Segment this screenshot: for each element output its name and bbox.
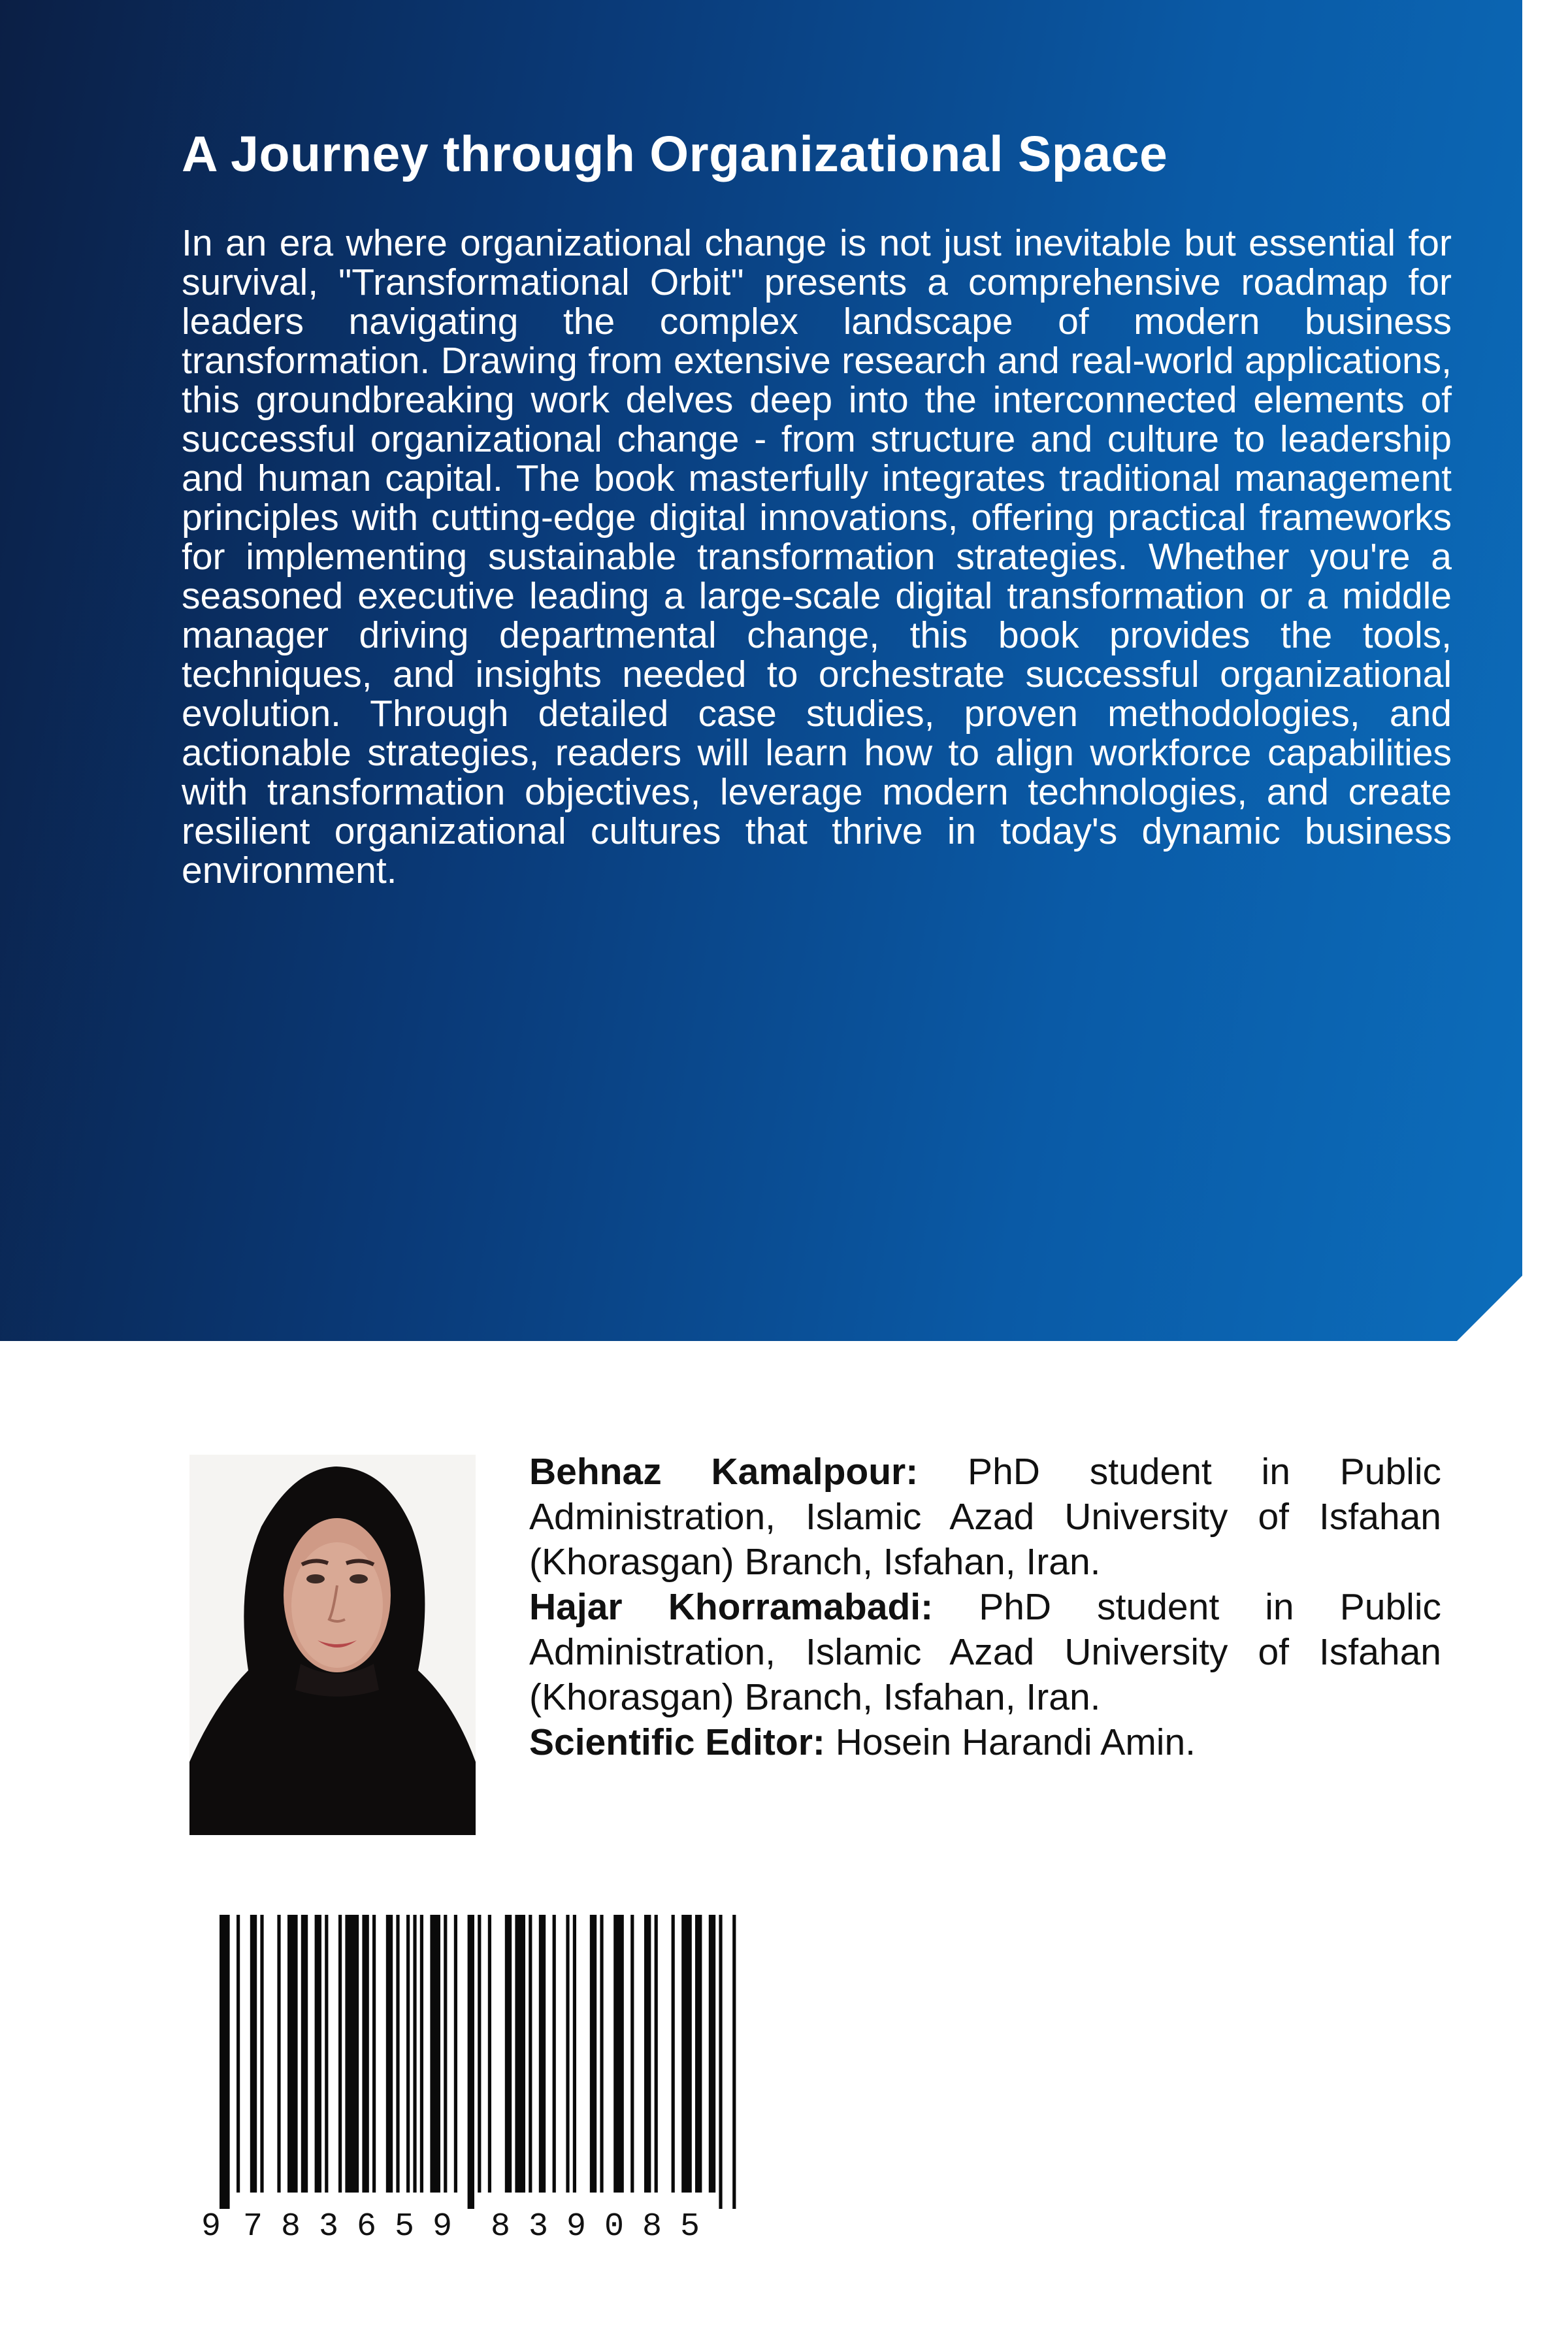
barcode-bar xyxy=(250,1915,257,2193)
barcode-bar xyxy=(719,1915,722,2209)
barcode-bar xyxy=(488,1915,491,2193)
barcode-graphic xyxy=(193,1915,749,2242)
barcode-bar xyxy=(505,1915,512,2193)
editor-credit xyxy=(529,1720,1441,1765)
barcode-bar xyxy=(590,1915,596,2193)
barcode-bar xyxy=(454,1915,457,2193)
isbn-digits-right: 839085 xyxy=(491,2208,719,2242)
barcode-bar xyxy=(325,1915,328,2193)
barcode-bars xyxy=(220,1915,736,2209)
author-portrait-image xyxy=(189,1455,476,1835)
barcode-bar xyxy=(386,1915,393,2193)
barcode-bar xyxy=(709,1915,715,2193)
barcode-bar xyxy=(338,1915,342,2193)
barcode-bar xyxy=(529,1915,532,2193)
isbn-digit-lead: 9 xyxy=(201,2208,221,2242)
barcode-bar xyxy=(672,1915,675,2193)
barcode-bar xyxy=(315,1915,321,2193)
editor-name: Hosein Harandi Amin. xyxy=(825,1721,1196,1763)
author-bio-1 xyxy=(529,1449,1441,1585)
barcode-bar xyxy=(406,1915,410,2193)
barcode-bar xyxy=(573,1915,576,2193)
barcode-bar xyxy=(301,1915,308,2193)
author-name-1: Behnaz Kamalpour: xyxy=(529,1451,919,1493)
barcode-bar xyxy=(396,1915,399,2193)
author-name-2: Hajar Khorramabadi: xyxy=(529,1586,934,1628)
barcode-bar xyxy=(372,1915,376,2193)
barcode-bar xyxy=(553,1915,556,2193)
barcode-bar xyxy=(515,1915,525,2193)
barcode-bar xyxy=(220,1915,230,2209)
barcode-bar xyxy=(444,1915,447,2193)
barcode-bar xyxy=(260,1915,263,2193)
barcode-bar xyxy=(277,1915,280,2193)
isbn-barcode xyxy=(193,1915,749,2242)
barcode-bar xyxy=(732,1915,736,2209)
barcode-bar xyxy=(695,1915,702,2193)
barcode-bar xyxy=(644,1915,651,2193)
book-description: In an era where organizational change is not just inevitable but essential for survival, "Transformational Orbit" presents a comprehensive roadmap for leaders navigating the complex landscape of modern business transformation. Drawing from extensive research and real-world applications, this groundbreaking work delves deep into the interconnected elements of successful organizational change - from structure and culture to leadership and human capital. The book masterfully integrates traditional management principles with cutting-edge digital innovations, offering practical frameworks for implementing sustainable transformation strategies. Whether you're a seasoned executive leading a large-scale digital transformation or a middle manager driving departmental change, this book provides the tools, techniques, and insights needed to orchestrate successful organizational evolution. Through detailed case studies, proven methodologies, and actionable strategies, readers will learn how to align workforce capabilities with transformation objectives, leverage modern technologies, and create resilient organizational cultures that thrive in today's dynamic business environment. xyxy=(182,222,1452,891)
isbn-digits-left: 783659 xyxy=(243,2208,471,2242)
barcode-bar xyxy=(413,1915,416,2193)
barcode-bar xyxy=(539,1915,546,2193)
barcode-bar xyxy=(630,1915,634,2193)
barcode-bar xyxy=(613,1915,624,2193)
author-bios xyxy=(529,1449,1441,1765)
barcode-bar xyxy=(345,1915,359,2193)
book-title: A Journey through Organizational Space xyxy=(182,126,1168,182)
barcode-bar xyxy=(600,1915,603,2193)
barcode-bar xyxy=(420,1915,423,2193)
barcode-bar xyxy=(478,1915,481,2193)
barcode-bar xyxy=(287,1915,298,2193)
author-description-1: PhD student in Public Administration, Islamic Azad University of Isfahan (Khorasgan) Branch, Isfahan, Iran. xyxy=(529,1451,1441,1583)
author-bio-2 xyxy=(529,1585,1441,1720)
editor-label: Scientific Editor: xyxy=(529,1721,825,1763)
barcode-bar xyxy=(430,1915,440,2193)
barcode-bar xyxy=(362,1915,368,2193)
right-margin-strip xyxy=(1522,0,1568,2352)
barcode-bar xyxy=(566,1915,569,2193)
barcode-bar xyxy=(237,1915,240,2193)
author-photo xyxy=(189,1455,476,1835)
barcode-bar xyxy=(468,1915,474,2209)
author-description-2: PhD student in Public Administration, Islamic Azad University of Isfahan (Khorasgan) Branch, Isfahan, Iran. xyxy=(529,1586,1441,1718)
barcode-bar xyxy=(681,1915,692,2193)
barcode-bar xyxy=(655,1915,658,2193)
